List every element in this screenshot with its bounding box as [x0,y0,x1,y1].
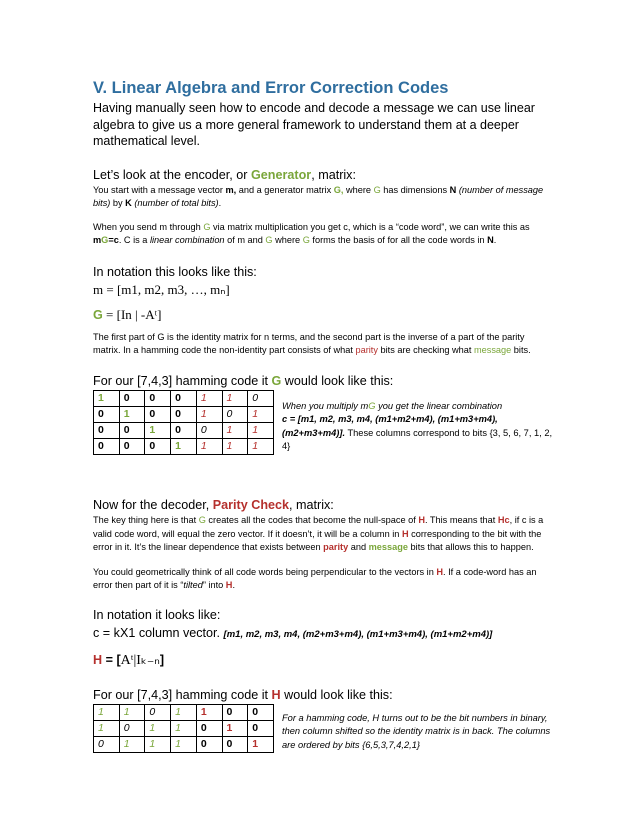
text: m, [225,184,237,195]
matrix-cell: 0 [119,422,145,438]
parity-matrix-block [93,704,553,762]
text: bits. [511,345,531,355]
matrix-cell: 0 [222,736,248,752]
text: parity [323,542,349,553]
matrix-cell: 1 [196,390,222,406]
decoder-paragraph-2 [93,566,553,593]
text: would look like this: [281,373,394,388]
matrix-row [94,406,274,422]
generator-matrix [93,390,274,455]
parity-check-symbol: H [93,652,103,667]
generator-keyword: Generator [251,167,312,182]
matrix-cell: 1 [119,736,145,752]
text: H [401,528,409,539]
matrix-cell: 1 [222,720,248,736]
text: corresponding to the bit with the error in it. It’s the linear dependence that exists between [93,528,542,553]
text: N [487,235,494,245]
encoder-notation-heading: In notation this looks like this: [93,264,257,279]
generator-equation: = [In | -Aᵗ] [102,306,162,322]
matrix-cell: 0 [171,406,197,422]
text: , if c is a valid code word, will equal the zero vector. If it doesn’t, it will be a column in [93,515,544,539]
matrix-row [94,704,274,720]
matrix-cell: 1 [196,704,222,720]
text: When you send m through [93,221,204,232]
matrix-cell: 0 [119,720,145,736]
text: forms the basis of for all the code words in [309,235,488,245]
text: c = [m1, m2, m3, m4, (m1+m2+m4), (m1+m3+m4), (m2+m3+m4)]. [282,414,498,438]
generator-hamming-heading [93,373,553,389]
matrix-cell: 1 [145,720,171,736]
parity-hamming-heading [93,687,553,703]
text: G [265,235,273,245]
matrix-cell: 0 [94,406,120,422]
text: via matrix multiplication you get c, which is a “code word”, we can write this as [210,221,530,232]
matrix-cell: 1 [248,422,274,438]
text: by [110,198,126,208]
text: G [198,515,206,526]
text: . C is a [118,235,150,245]
matrix-cell: 0 [248,704,274,720]
text: (number of message bits) [93,184,544,208]
code-vector: [m1, m2, m3, m4, (m2+m3+m4), (m1+m3+m4), (m1+m2+m4)] [223,628,493,640]
generator-matrix-block [93,390,553,464]
text: and [348,542,369,553]
matrix-cell: 1 [248,406,274,422]
matrix-cell: 1 [248,438,274,454]
matrix-row [94,438,274,454]
text: G [368,400,376,411]
text: G [203,221,211,232]
text: ] [159,652,165,667]
text: N [449,184,457,195]
matrix-row [94,720,274,736]
parity-check-notation [93,652,553,669]
text: creates all the codes that become the null-space of [205,515,419,526]
decoder-paragraph-1 [93,514,553,555]
matrix-cell: 1 [94,704,120,720]
generator-symbol: G [93,307,103,322]
decoder-heading-suffix: , matrix: [289,498,334,513]
matrix-cell: 0 [94,736,120,752]
matrix-row [94,736,274,752]
matrix-cell: 1 [119,704,145,720]
text: you get the linear combination [375,400,503,411]
document-page [93,78,553,762]
text: G [373,184,381,195]
encoder-paragraph-1 [93,184,553,211]
text: m [93,235,102,245]
encoder-paragraph-2 [93,221,553,248]
text: These columns correspond to bits {3, 5, 6, 7, 1, 2, 4} [282,427,553,452]
text: would look like this: [280,687,393,702]
matrix-row [94,390,274,406]
encoder-heading-suffix: , matrix: [311,167,356,182]
text: =c [108,235,119,245]
text: where [343,184,374,195]
matrix-cell: 0 [196,736,222,752]
decoder-heading-text: Now for the decoder, [93,498,213,513]
text: . [493,235,497,245]
matrix-cell: 1 [94,720,120,736]
matrix-cell: 1 [145,422,171,438]
encoder-heading-text: Let’s look at the encoder, or [93,167,251,182]
text: H [225,580,233,591]
text: For our [7,4,3] hamming code it [93,373,272,388]
text: H [418,515,425,526]
text: linear combination [149,235,225,245]
message-keyword: message [473,345,512,355]
matrix-cell: 0 [171,422,197,438]
text: . This means that [424,515,498,526]
matrix-cell: 1 [94,390,120,406]
matrix-cell: 0 [248,720,274,736]
text: H [436,566,444,577]
text: (number of total bits) [131,198,219,208]
text: = [ [102,652,121,667]
decoder-heading [93,497,553,513]
text: G, [333,184,344,195]
parity-check-keyword: Parity Check [212,498,290,513]
text: You start with a message vector [93,184,226,195]
matrix-cell: 1 [171,704,197,720]
matrix-cell: 1 [171,736,197,752]
text: where [272,235,303,245]
matrix-cell: 1 [222,422,248,438]
matrix-cell: 0 [196,422,222,438]
generator-matrix-note [282,400,553,454]
parity-matrix-note: For a hamming code, H turns out to be the bit numbers in binary, then column shifted so the identity matrix is in back. The columns are ordered by bits {6,5,3,7,4,2,1} [282,712,551,750]
matrix-cell: 0 [94,422,120,438]
matrix-cell: 0 [171,390,197,406]
matrix-cell: 1 [171,438,197,454]
encoder-paragraph-3 [93,331,553,358]
text: You could geometrically think of all code words being perpendicular to the vectors in [93,566,437,577]
intro-paragraph: Having manually seen how to encode and decode a message we can use linear algebra to give us a more general framework to understand them at a deeper mathematical level. [93,101,535,148]
matrix-cell: 1 [119,406,145,422]
text: . If a code-word has an error then part of it is “ [93,566,537,591]
text: The first part of G is the identity matrix for n terms, and the second part is the inverse of a part of the parity matrix. In a hamming code the non-identity part consists of what [93,331,525,355]
matrix-cell: 0 [222,704,248,720]
text: bits that allows this to happen. [407,542,534,553]
text: G [101,235,109,245]
text: G [271,373,282,388]
matrix-row [94,422,274,438]
text: c = kX1 column vector. [93,625,224,640]
matrix-cell: 0 [145,406,171,422]
matrix-cell: 0 [145,390,171,406]
text: K [125,198,132,208]
matrix-cell: 0 [145,704,171,720]
matrix-cell: 0 [222,406,248,422]
matrix-cell: 0 [119,390,145,406]
matrix-cell: 1 [196,406,222,422]
matrix-cell: 1 [248,736,274,752]
code-vector-notation [93,625,553,643]
text: tilted [183,580,203,591]
matrix-cell: 1 [196,438,222,454]
parity-check-matrix [93,704,274,753]
matrix-cell: 0 [94,438,120,454]
text: When you multiply m [282,400,369,411]
text: message [368,542,408,553]
matrix-cell: 1 [222,390,248,406]
text: of m and [224,235,266,245]
generator-notation [93,307,553,323]
message-vector-notation: m = [m1, m2, m3, …, mₙ] [93,281,230,297]
text: . [232,580,235,591]
matrix-cell: 0 [196,720,222,736]
page-title: V. Linear Algebra and Error Correction Codes [93,79,449,97]
text: Hc [497,515,510,526]
matrix-cell: 0 [119,438,145,454]
text: H [271,687,281,702]
matrix-cell: 0 [145,438,171,454]
matrix-cell: 1 [222,438,248,454]
text: . [218,198,222,208]
matrix-cell: 1 [171,720,197,736]
text: For our [7,4,3] hamming code it [93,687,272,702]
text: and a generator matrix [236,184,334,195]
matrix-cell: 0 [248,390,274,406]
text: ” into [202,580,226,591]
text: G [302,235,310,245]
parity-keyword: parity [355,345,378,355]
decoder-notation-heading: In notation it looks like: [93,607,221,622]
text: has dimensions [380,184,450,195]
encoder-heading [93,167,553,183]
parity-check-equation: Aᵗ|Iₖ₋ₙ [120,652,160,668]
matrix-cell: 1 [145,736,171,752]
text: bits are checking what [377,345,474,355]
text: The key thing here is that [93,515,199,526]
